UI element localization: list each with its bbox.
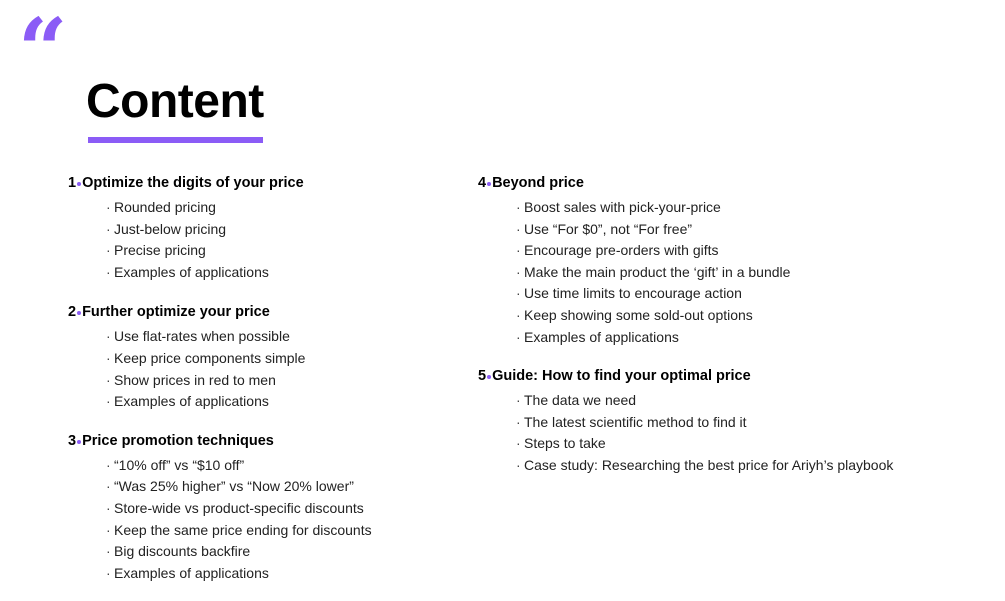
list-item [516,412,978,434]
list-item-text: “Was 25% higher” vs “Now 20% lower” [114,478,354,495]
bullet-icon: · [106,328,111,345]
list-item-text: Keep showing some sold-out options [524,306,753,323]
section-number: 4 [478,175,487,191]
list-item-text: Encourage pre-orders with gifts [524,242,719,259]
list-item-text: Make the main product the ‘gift’ in a bundle [524,263,791,280]
bullet-icon: · [516,285,521,302]
bullet-icon: · [106,543,111,560]
section-dot-icon [77,182,81,186]
list-item-text: Use time limits to encourage action [524,285,742,302]
list-item-text: Use “For $0”, not “For free” [524,220,693,237]
list-item [516,197,978,219]
section-dot-icon [77,311,81,315]
list-item [516,262,978,284]
section-title: Further optimize your price [82,304,270,321]
list-item-text: Use flat-rates when possible [114,328,290,345]
section-items [478,197,978,348]
section-dot-icon [487,375,491,379]
section-heading [68,175,448,195]
section-items [68,326,448,412]
list-item [106,563,448,585]
section-heading [68,433,448,453]
section-5 [478,368,978,476]
list-item [106,240,448,262]
list-item-text: Examples of applications [114,564,269,581]
list-item-text: Store-wide vs product-specific discounts [114,499,364,516]
list-item-text: The latest scientific method to find it [524,413,747,430]
bullet-icon: · [106,371,111,388]
list-item [516,455,978,477]
list-item [106,520,448,542]
list-item [516,283,978,305]
bullet-icon: · [106,521,111,538]
section-3 [68,433,448,585]
section-title: Optimize the digits of your price [82,175,304,191]
list-item-text: Just-below pricing [114,220,227,237]
list-item-text: Keep the same price ending for discounts [114,521,372,538]
list-item [106,370,448,392]
page-title: Content [86,75,264,128]
bullet-icon: · [516,263,521,280]
list-item-text: Keep price components simple [114,349,306,366]
list-item [106,262,448,284]
section-number: 2 [68,304,77,321]
section-heading [478,368,978,388]
bullet-icon: · [106,393,111,410]
bullet-icon: · [516,199,521,215]
bullet-icon: · [106,499,111,516]
list-item [106,197,448,219]
section-4 [478,175,978,348]
list-item [106,348,448,370]
section-dot-icon [77,440,81,444]
section-items [68,455,448,585]
bullet-icon: · [106,349,111,366]
list-item-text: Show prices in red to men [114,371,276,388]
bullet-icon: · [516,435,521,452]
bullet-icon: · [516,242,521,259]
section-title: Beyond price [492,175,584,191]
list-item [516,305,978,327]
section-number: 1 [68,175,77,191]
bullet-icon: · [516,456,521,473]
section-dot-icon [487,182,491,186]
list-item [516,390,978,412]
bullet-icon: · [516,328,521,345]
list-item [106,326,448,348]
section-heading [478,175,978,195]
bullet-icon: · [516,220,521,237]
list-item-text: Precise pricing [114,242,206,259]
section-title: Price promotion techniques [82,432,274,449]
section-title: Guide: How to find your optimal price [492,368,751,385]
list-item-text: Boost sales with pick-your-price [524,199,721,215]
right-column [478,175,978,477]
list-item-text: Steps to take [524,435,606,452]
list-item [106,219,448,241]
list-item-text: Examples of applications [114,393,269,410]
bullet-icon: · [106,564,111,581]
section-1 [68,175,448,283]
bullet-icon: · [106,220,111,237]
list-item [516,219,978,241]
bullet-icon: · [516,306,521,323]
bullet-icon: · [106,263,111,280]
list-item [106,455,448,477]
list-item-text: Case study: Researching the best price for Ariyh’s playbook [524,456,894,473]
section-number: 3 [68,432,77,449]
list-item [106,391,448,413]
list-item [106,498,448,520]
list-item [516,433,978,455]
bullet-icon: · [516,392,521,409]
bullet-icon: · [516,413,521,430]
left-column [68,175,448,584]
section-2 [68,304,448,412]
list-item-text: The data we need [524,392,637,409]
list-item [106,541,448,563]
section-heading [68,304,448,324]
bullet-icon: · [106,242,111,259]
list-item-text: Rounded pricing [114,199,216,215]
section-items [478,390,978,476]
section-items [68,197,448,283]
title-underline [88,137,263,143]
bullet-icon: · [106,478,111,495]
section-number: 5 [478,368,487,385]
bullet-icon: · [106,199,111,215]
list-item-text: Big discounts backfire [114,543,251,560]
list-item-text: Examples of applications [114,263,269,280]
bullet-icon: · [106,456,111,473]
list-item [106,476,448,498]
list-item [516,240,978,262]
list-item-text: Examples of applications [524,328,679,345]
list-item [516,327,978,349]
quote-mark-icon: “ [18,0,68,101]
list-item-text: “10% off” vs “$10 off” [114,456,245,473]
